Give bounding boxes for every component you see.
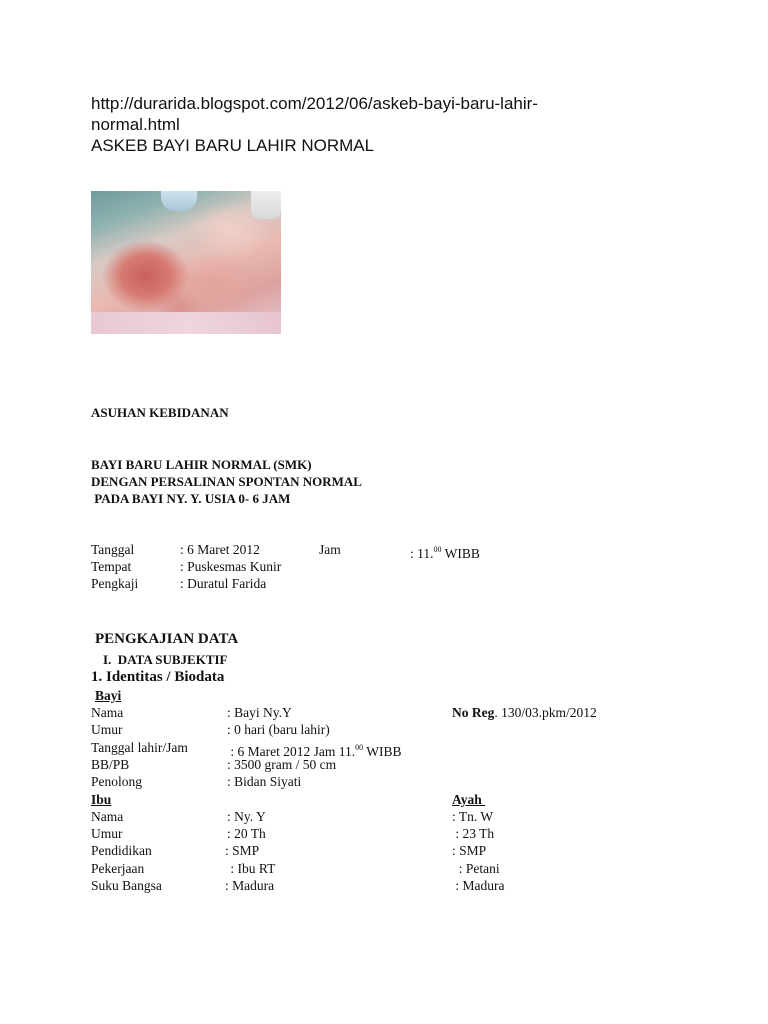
section-pengkajian: PENGKAJIAN DATA	[95, 631, 239, 647]
bayi-tgl-label: Tanggal lahir/Jam	[91, 740, 188, 755]
bayi-bbpb-label: BB/PB	[91, 757, 130, 772]
ibu-heading: Ibu	[91, 792, 112, 807]
bayi-bbpb-value: : 3500 gram / 50 cm	[227, 757, 337, 772]
jam-value-text: : 11.	[410, 546, 434, 561]
bayi-nama-value: : Bayi Ny.Y	[227, 705, 292, 720]
jam-superscript: 00	[433, 545, 442, 554]
ibu-value: : Ibu RT	[227, 861, 276, 876]
pengkaji-label: Pengkaji	[91, 576, 139, 591]
jam-suffix: WIBB	[441, 546, 480, 561]
tanggal-label: Tanggal	[91, 542, 135, 557]
noreg-label: No Reg	[452, 705, 495, 720]
ibu-value: : Ny. Y	[227, 809, 266, 824]
newborn-photo	[91, 191, 281, 334]
ayah-value: : SMP	[452, 843, 487, 858]
cloth-shape	[91, 312, 281, 334]
section-identitas: 1. Identitas / Biodata	[91, 669, 225, 685]
section-subjektif: I. DATA SUBJEKTIF	[103, 652, 228, 667]
heading-line1: BAYI BARU LAHIR NORMAL (SMK)	[91, 457, 312, 472]
ayah-value: : Petani	[452, 861, 500, 876]
bottle-shape-2	[251, 191, 281, 219]
bayi-penolong-value: : Bidan Siyati	[227, 774, 302, 789]
parent-row-label: Pendidikan	[91, 843, 152, 858]
ayah-value: : 23 Th	[452, 826, 495, 841]
bayi-nama-label: Nama	[91, 705, 124, 720]
tempat-label: Tempat	[91, 559, 132, 574]
ibu-value: : 20 Th	[227, 826, 266, 841]
bayi-umur-label: Umur	[91, 722, 123, 737]
page-title: ASKEB BAYI BARU LAHIR NORMAL	[91, 136, 375, 155]
heading-asuhan: ASUHAN KEBIDANAN	[91, 405, 229, 420]
pengkaji-value: : Duratul Farida	[180, 576, 267, 591]
bayi-tgl-text: : 6 Maret 2012 Jam 11.	[227, 744, 356, 759]
noreg-value: . 130/03.pkm/2012	[494, 705, 597, 720]
ayah-value: : Madura	[452, 878, 505, 893]
heading-line2: DENGAN PERSALINAN SPONTAN NORMAL	[91, 474, 362, 489]
bayi-tgl-superscript: 00	[355, 743, 364, 752]
tanggal-value: : 6 Maret 2012	[180, 542, 260, 557]
tempat-value: : Puskesmas Kunir	[180, 559, 282, 574]
ayah-heading: Ayah	[452, 792, 486, 807]
source-url-line1[interactable]: http://durarida.blogspot.com/2012/06/askeb-bayi-baru-lahir-	[91, 94, 538, 113]
parent-row-label: Pekerjaan	[91, 861, 145, 876]
jam-label: Jam	[319, 542, 341, 557]
ayah-value: : Tn. W	[452, 809, 494, 824]
bayi-heading: Bayi	[95, 688, 122, 703]
noreg	[452, 704, 597, 721]
bayi-umur-value: : 0 hari (baru lahir)	[227, 722, 330, 737]
heading-line3: PADA BAYI NY. Y. USIA 0- 6 JAM	[91, 491, 291, 506]
source-url-line2[interactable]: normal.html	[91, 115, 180, 134]
jam-value	[410, 541, 480, 562]
bottle-shape	[161, 191, 197, 211]
parent-row-label: Umur	[91, 826, 123, 841]
parent-row-label: Nama	[91, 809, 124, 824]
ibu-value: : SMP	[225, 843, 260, 858]
bayi-tgl-suffix: WIBB	[363, 744, 402, 759]
parent-row-label: Suku Bangsa	[91, 878, 162, 893]
ibu-value: : Madura	[225, 878, 275, 893]
bayi-penolong-label: Penolong	[91, 774, 143, 789]
